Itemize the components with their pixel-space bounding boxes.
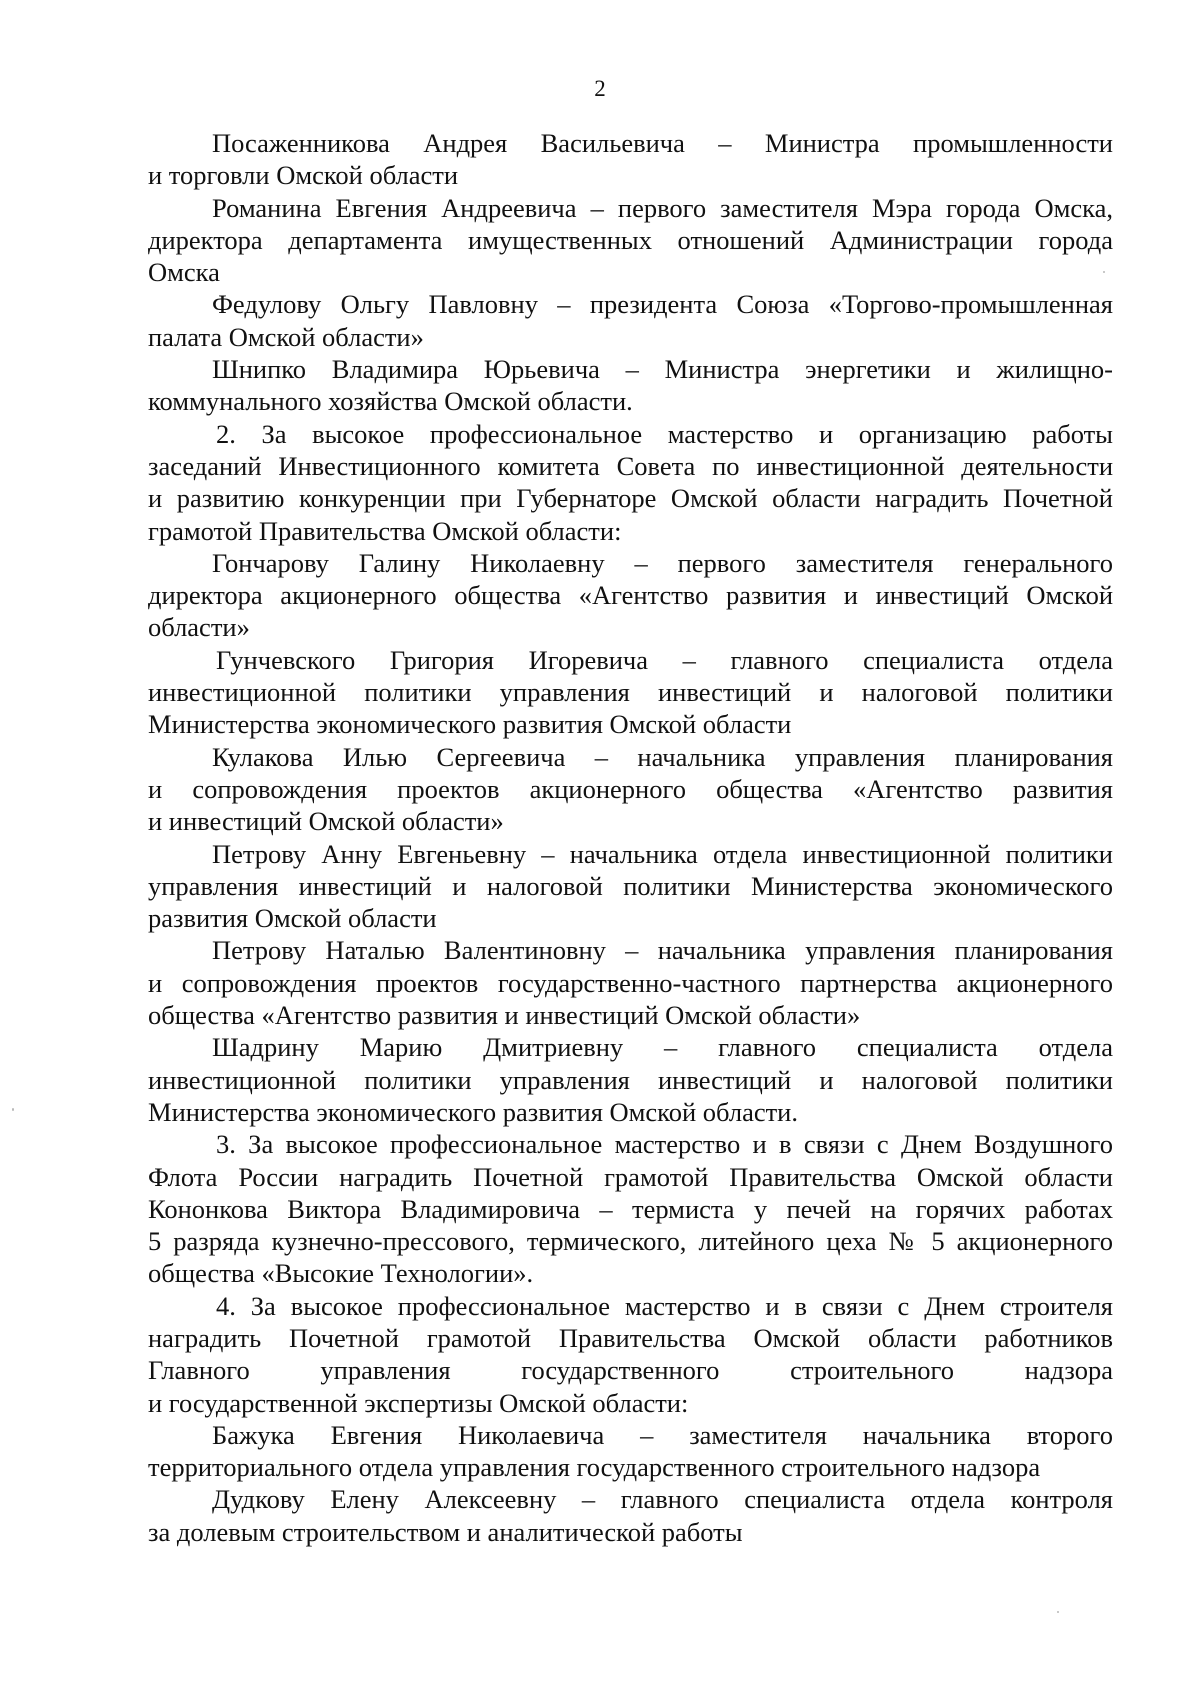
text-line: общества «Агентство развития и инвестиций Омской области» — [148, 1000, 861, 1031]
document-body — [148, 127, 1113, 1548]
text-line: и государственной экспертизы Омской области: — [148, 1387, 689, 1418]
text-line: 3. За высокое профессиональное мастерство и в связи с Днем Воздушного — [216, 1129, 1113, 1160]
paragraph — [148, 547, 1113, 644]
text-line: Шадрину Марию Дмитриевну – главного специалиста отдела — [212, 1032, 1113, 1063]
text-line: Дудкову Елену Алексеевну – главного специалиста отдела контроля — [212, 1484, 1113, 1515]
text-line: и развитию конкуренции при Губернаторе Омской области наградить Почетной — [148, 483, 1113, 514]
text-line: Омска — [148, 257, 220, 288]
text-line: Гунчевского Григория Игоревича – главного специалиста отдела — [216, 644, 1113, 675]
text-line: Романина Евгения Андреевича – первого заместителя Мэра города Омска, — [212, 192, 1113, 223]
text-line: за долевым строительством и аналитической работы — [148, 1516, 743, 1547]
paragraph — [148, 1290, 1113, 1419]
scan-speck — [1057, 1611, 1059, 1613]
paragraph — [148, 192, 1113, 289]
text-line: Флота России наградить Почетной грамотой Правительства Омской области — [148, 1161, 1113, 1192]
paragraph — [148, 644, 1113, 741]
text-line: и торговли Омской области — [148, 160, 459, 191]
text-line: заседаний Инвестиционного комитета Совета по инвестиционной деятельности — [148, 450, 1113, 481]
text-line: развития Омской области — [148, 903, 437, 934]
text-line: палата Омской области» — [148, 321, 424, 352]
paragraph — [148, 353, 1113, 418]
paragraph — [148, 741, 1113, 838]
text-line: Кононкова Виктора Владимировича – термиста у печей на горячих работах — [148, 1193, 1113, 1224]
text-line: Петрову Наталью Валентиновну – начальника управления планирования — [212, 935, 1113, 966]
paragraph — [148, 288, 1113, 353]
text-line: общества «Высокие Технологии». — [148, 1258, 534, 1289]
page-number: 2 — [594, 76, 606, 101]
text-line: области» — [148, 612, 250, 643]
paragraph — [148, 1483, 1113, 1548]
text-line: территориального отдела управления государственного строительного надзора — [148, 1452, 1041, 1483]
paragraph — [148, 838, 1113, 935]
text-line: Министерства экономического развития Омской области. — [148, 1096, 798, 1127]
paragraph — [148, 1031, 1113, 1128]
text-line: коммунального хозяйства Омской области. — [148, 386, 633, 417]
paragraph — [148, 934, 1113, 1031]
text-line: 5 разряда кузнечно-прессового, термического, литейного цеха № 5 акционерного — [148, 1226, 1113, 1257]
text-line: наградить Почетной грамотой Правительства Омской области работников — [148, 1322, 1113, 1353]
text-line: Кулакова Илью Сергеевича – начальника управления планирования — [212, 741, 1113, 772]
text-line: Гончарову Галину Николаевну – первого заместителя генерального — [212, 547, 1113, 578]
text-line: Бажука Евгения Николаевича – заместителя начальника второго — [212, 1419, 1113, 1450]
text-line: Министерства экономического развития Омской области — [148, 709, 792, 740]
text-line: инвестиционной политики управления инвестиций и налоговой политики — [148, 677, 1113, 708]
text-line: 4. За высокое профессиональное мастерство и в связи с Днем строителя — [216, 1290, 1113, 1321]
text-line: 2. За высокое профессиональное мастерство и организацию работы — [216, 418, 1113, 449]
text-line: Шнипко Владимира Юрьевича – Министра энергетики и жилищно- — [212, 354, 1113, 385]
text-line: и инвестиций Омской области» — [148, 806, 504, 837]
text-line: Федулову Ольгу Павловну – президента Союза «Торгово-промышленная — [212, 289, 1113, 320]
paragraph — [148, 127, 1113, 192]
text-line: и сопровождения проектов акционерного общества «Агентство развития — [148, 773, 1113, 804]
text-line: и сопровождения проектов государственно-частного партнерства акционерного — [148, 967, 1113, 998]
text-line: грамотой Правительства Омской области: — [148, 515, 622, 546]
text-line: управления инвестиций и налоговой политики Министерства экономического — [148, 870, 1113, 901]
text-line: Главного управления государственного строительного надзора — [148, 1355, 1113, 1386]
text-line: Посаженникова Андрея Васильевича – Министра промышленности — [212, 128, 1113, 158]
text-line: директора департамента имущественных отношений Администрации города — [148, 224, 1113, 255]
scan-speck — [1103, 271, 1105, 273]
paragraph — [148, 1419, 1113, 1484]
text-line: Петрову Анну Евгеньевну – начальника отдела инвестиционной политики — [212, 838, 1113, 869]
paragraph — [148, 418, 1113, 547]
paragraph — [148, 1128, 1113, 1289]
scan-speck — [12, 1108, 14, 1111]
text-line: инвестиционной политики управления инвестиций и налоговой политики — [148, 1064, 1113, 1095]
text-line: директора акционерного общества «Агентство развития и инвестиций Омской — [148, 580, 1113, 611]
